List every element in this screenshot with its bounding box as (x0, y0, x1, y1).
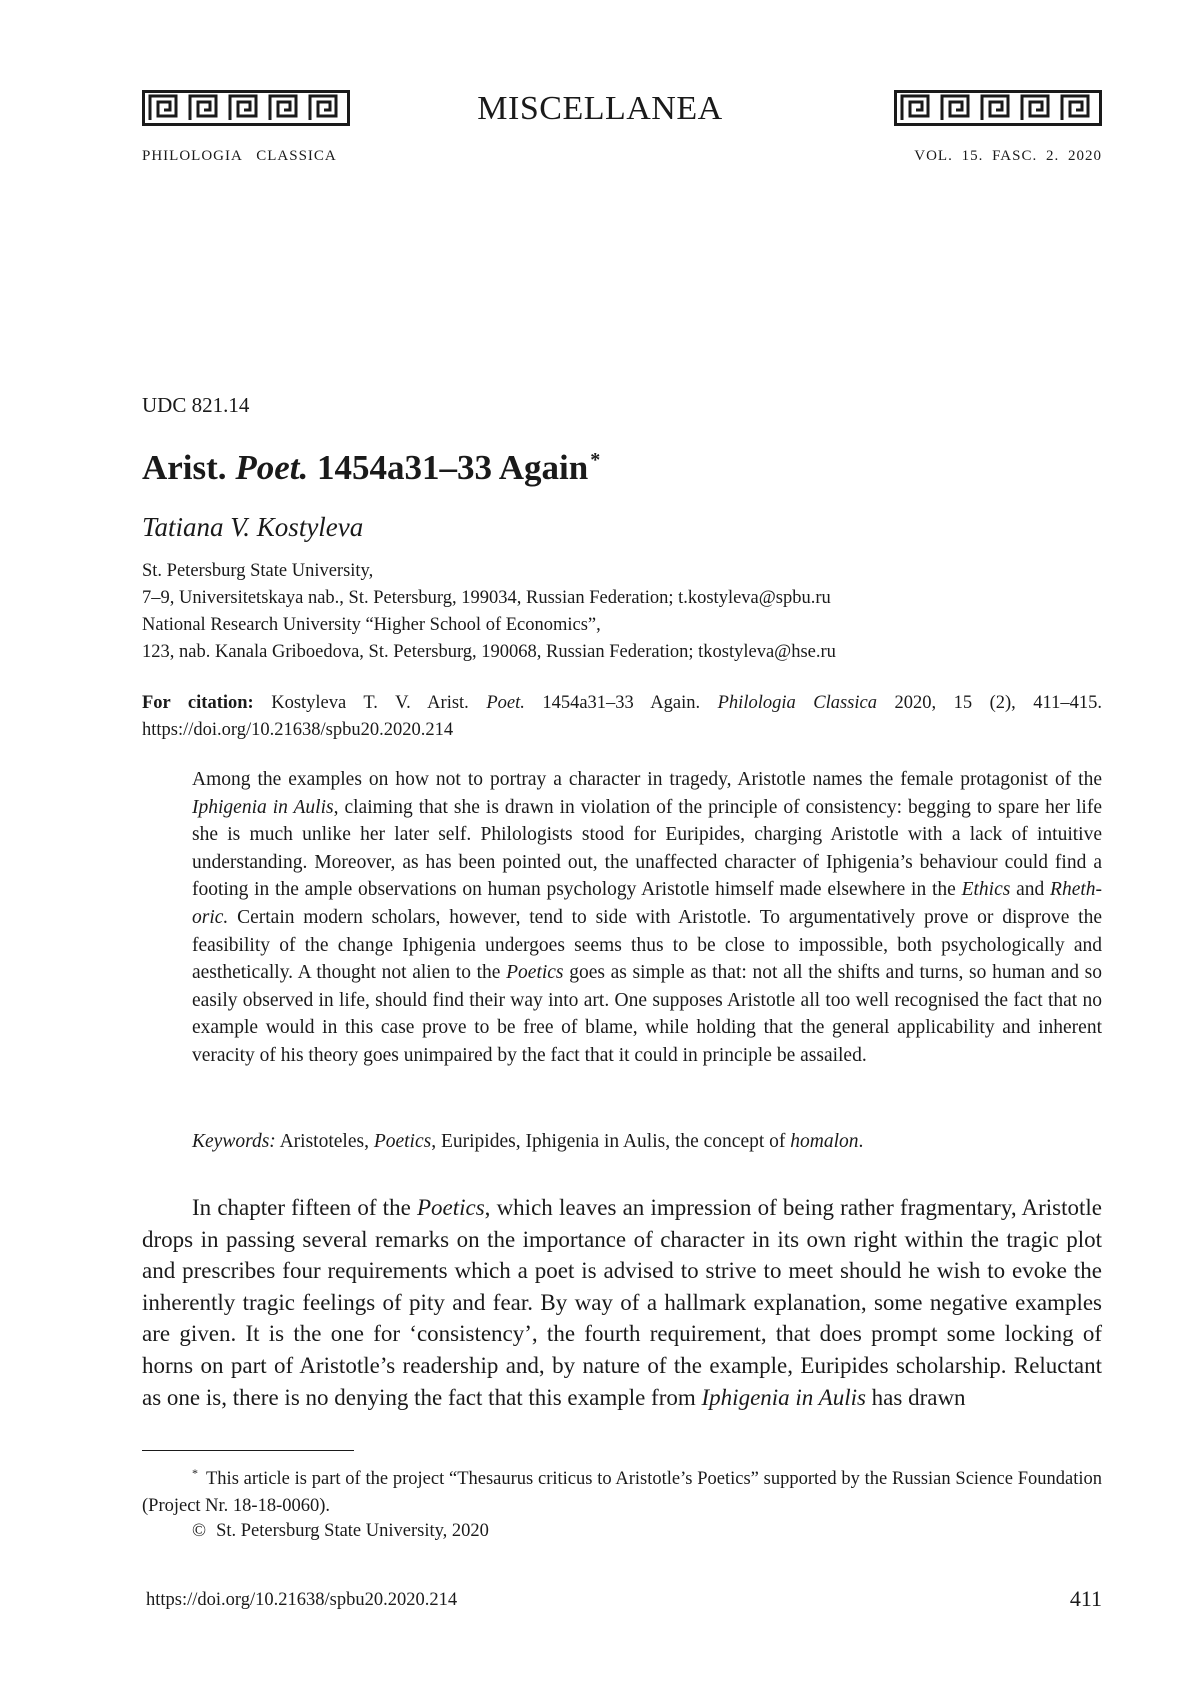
doi-link[interactable]: https://doi.org/10.21638/spbu20.2020.214 (146, 1590, 458, 1610)
affiliation-line: St. Petersburg State University, (142, 561, 374, 581)
journal-name: PHILOLOGIA CLASSICA (142, 148, 337, 164)
footnote-mark: * (192, 1466, 198, 1480)
udc-code: UDC 821.14 (142, 393, 250, 417)
footnote: * This article is part of the project “Thesaurus criticus to Aristotle’s Poetics” supported by the Russian Science Foundation (Project Nr. 18-18-0060). (142, 1466, 1102, 1517)
affiliation-line: 123, nab. Kanala Griboedova, St. Petersburg, 190068, Russian Federation; tkostyleva@hse.ru (142, 642, 836, 662)
footnote-divider (142, 1450, 354, 1451)
article-title: Arist. Poet. 1454a31–33 Again * (142, 448, 601, 487)
section-title: MISCELLANEA (477, 90, 723, 127)
body-paragraph: In chapter fifteen of the Poetics, which leaves an impression of being rather fragmentary, Aristotle drops in passing several remarks on the importance of character in its own right within the tragic plot and prescribes four requirements which a poet is advised to strive to meet should he wish to evoke the inherently tragic feelings of pity and fear. By way of a hallmark explanation, some negative examples are given. It is the one for ‘consistency’, the fourth requirement, that does prompt some locking of horns on part of Aristotle’s readership and, by nature of the example, Euripides scholarship. Reluctant as one is, there is no denying the fact that this example from Iphigenia in Aulis has drawn (142, 1195, 1102, 1410)
title-footnote-mark: * (590, 449, 601, 472)
affiliation-line: National Research University “Higher School of Economics”, (142, 615, 601, 635)
copyright-symbol: © (192, 1521, 207, 1541)
author-name: Tatiana V. Kostyleva (142, 512, 364, 542)
citation: For citation: Kostyleva T. V. Arist. Poet. 1454a31–33 Again. Philologia Classica 2020, 15 (2), 411–415. https://doi.org/10.21638/spbu20.2020.214 (142, 693, 1102, 740)
copyright: © St. Petersburg State University, 2020 (192, 1521, 489, 1541)
greek-key-ornament-right-icon (894, 90, 1102, 126)
volume-info: VOL. 15. FASC. 2. 2020 (914, 148, 1102, 164)
affiliations (142, 558, 1102, 666)
keywords: Keywords: Aristoteles, Poetics, Euripides, Iphigenia in Aulis, the concept of homalon. (192, 1131, 864, 1152)
page-number: 411 (1069, 1586, 1102, 1611)
affiliation-line: 7–9, Universitetskaya nab., St. Petersburg, 199034, Russian Federation; t.kostyleva@spbu.ru (142, 588, 831, 608)
abstract: Among the examples on how not to portray a character in tragedy, Aristotle names the female protagonist of the Iphigenia in Aulis, claiming that she is drawn in violation of the principle of consistency: begging to spare her life she is much unlike her later self. Philologists stood for Euripides, charging Aristotle with a lack of intuitive understanding. Moreover, as has been pointed out, the unaffected character of Iphigenia’s behaviour could find a footing in the ample observations on human psychology Aristotle himself made elsewhere in the Ethics and Rhethoric. Certain modern scholars, however, tend to side with Aristotle. To argumentatively prove or disprove the feasibility of the change Iphigenia undergoes seems thus to be close to impossible, both psychologically and aesthetically. A thought not alien to the Poetics goes as simple as that: not all the shifts and turns, so human and so easily observed in life, should find their way into art. One supposes Aristotle all too well recognised the fact that no example would in this case prove to be free of blame, while holding that the general applicability and inherent veracity of his theory goes unimpaired by the fact that it could in principle be assailed. (192, 769, 1103, 1066)
